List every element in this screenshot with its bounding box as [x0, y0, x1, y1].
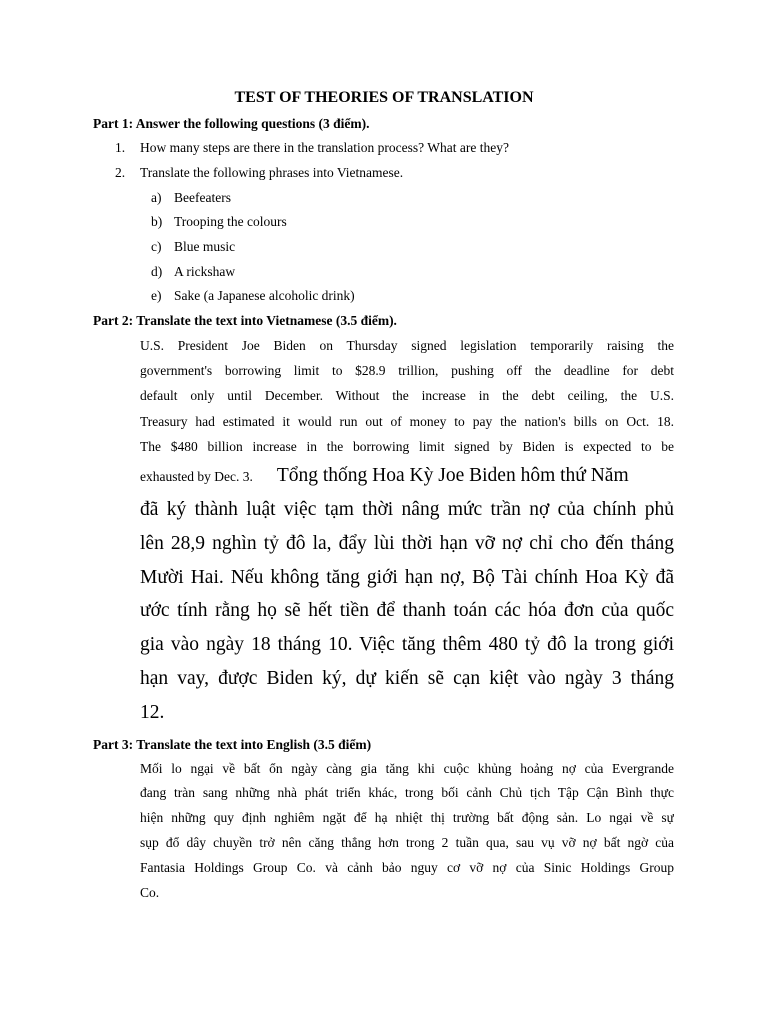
vietnamese-translation-line: đã ký thành luật việc tạm thời nâng mức trần nợ của chính phủ	[140, 499, 674, 520]
vietnamese-translation-end: 12.	[140, 702, 165, 723]
phrase-text: A rickshaw	[174, 264, 236, 279]
vietnamese-paragraph-line: sụp đổ dây chuyền trở nên căng thẳng hơn trong 2 tuần qua, sau vụ vỡ nợ bất ngờ của	[140, 835, 674, 850]
english-paragraph-line: U.S. President Joe Biden on Thursday signed legislation temporarily raising the	[140, 338, 674, 353]
question-number: 1.	[115, 140, 126, 155]
mixed-line	[140, 463, 674, 489]
vietnamese-paragraph-line: Mối lo ngại về bất ổn ngày càng gia tăng khi cuộc khủng hoảng nợ của Evergrande	[140, 761, 674, 776]
english-paragraph-line: default only until December. Without the increase in the debt ceiling, the U.S.	[140, 388, 674, 403]
phrase-text: Beefeaters	[174, 190, 231, 205]
phrase-letter: b)	[151, 214, 163, 229]
vietnamese-paragraph-line: đang tràn sang những nhà phát triển khác, trong bối cảnh Chủ tịch Tập Cận Bình thực	[140, 785, 674, 800]
question-text: Translate the following phrases into Vietnamese.	[140, 165, 404, 180]
english-paragraph-line: government's borrowing limit to $28.9 trillion, pushing off the deadline for debt	[140, 363, 674, 378]
part2-heading: Part 2: Translate the text into Vietnamese (3.5 điểm).	[93, 313, 397, 328]
vietnamese-paragraph-end: Co.	[140, 885, 160, 900]
english-paragraph-line: Treasury had estimated it would run out of money to pay the nation's bills on Oct. 18.	[140, 414, 674, 429]
phrase-text: Blue music	[174, 239, 236, 254]
vietnamese-translation-line: ước tính rằng họ sẽ hết tiền để thanh toán các hóa đơn của quốc	[140, 600, 674, 621]
phrase-letter: c)	[151, 239, 162, 254]
question-text: How many steps are there in the translation process? What are they?	[140, 140, 509, 155]
phrase-text: Sake (a Japanese alcoholic drink)	[174, 288, 355, 303]
vietnamese-translation-line: gia vào ngày 18 tháng 10. Việc tăng thêm 480 tỷ đô la trong giới	[140, 634, 674, 655]
vietnamese-paragraph-line: hiện những quy định nghiêm ngặt để hạ nhiệt thị trường bất động sản. Lo ngại về sự	[140, 810, 674, 825]
part3-heading: Part 3: Translate the text into English (3.5 điểm)	[93, 737, 372, 752]
english-paragraph-line: The $480 billion increase in the borrowing limit signed by Biden is expected to be	[140, 439, 674, 454]
vietnamese-translation-line: Mười Hai. Nếu không tăng giới hạn nợ, Bộ Tài chính Hoa Kỳ đã	[140, 567, 674, 588]
question-number: 2.	[115, 165, 126, 180]
english-paragraph-end: exhausted by Dec. 3.	[140, 469, 253, 484]
vietnamese-translation-start: Tổng thống Hoa Kỳ Joe Biden hôm thứ Năm	[276, 465, 629, 486]
phrase-letter: a)	[151, 190, 162, 205]
vietnamese-paragraph-line: Fantasia Holdings Group Co. và cảnh bảo nguy cơ vỡ nợ của Sinic Holdings Group	[140, 860, 674, 875]
phrase-text: Trooping the colours	[174, 214, 287, 229]
phrase-letter: d)	[151, 264, 163, 279]
vietnamese-translation-line: lên 28,9 nghìn tỷ đô la, đẩy lùi thời hạn vỡ nợ chỉ cho đến tháng	[140, 533, 674, 554]
phrase-letter: e)	[151, 288, 162, 303]
part1-heading: Part 1: Answer the following questions (3 điểm).	[93, 116, 370, 131]
vietnamese-translation-line: hạn vay, được Biden ký, dự kiến sẽ cạn kiệt vào ngày 3 tháng	[140, 668, 674, 689]
document-title: TEST OF THEORIES OF TRANSLATION	[234, 89, 534, 106]
